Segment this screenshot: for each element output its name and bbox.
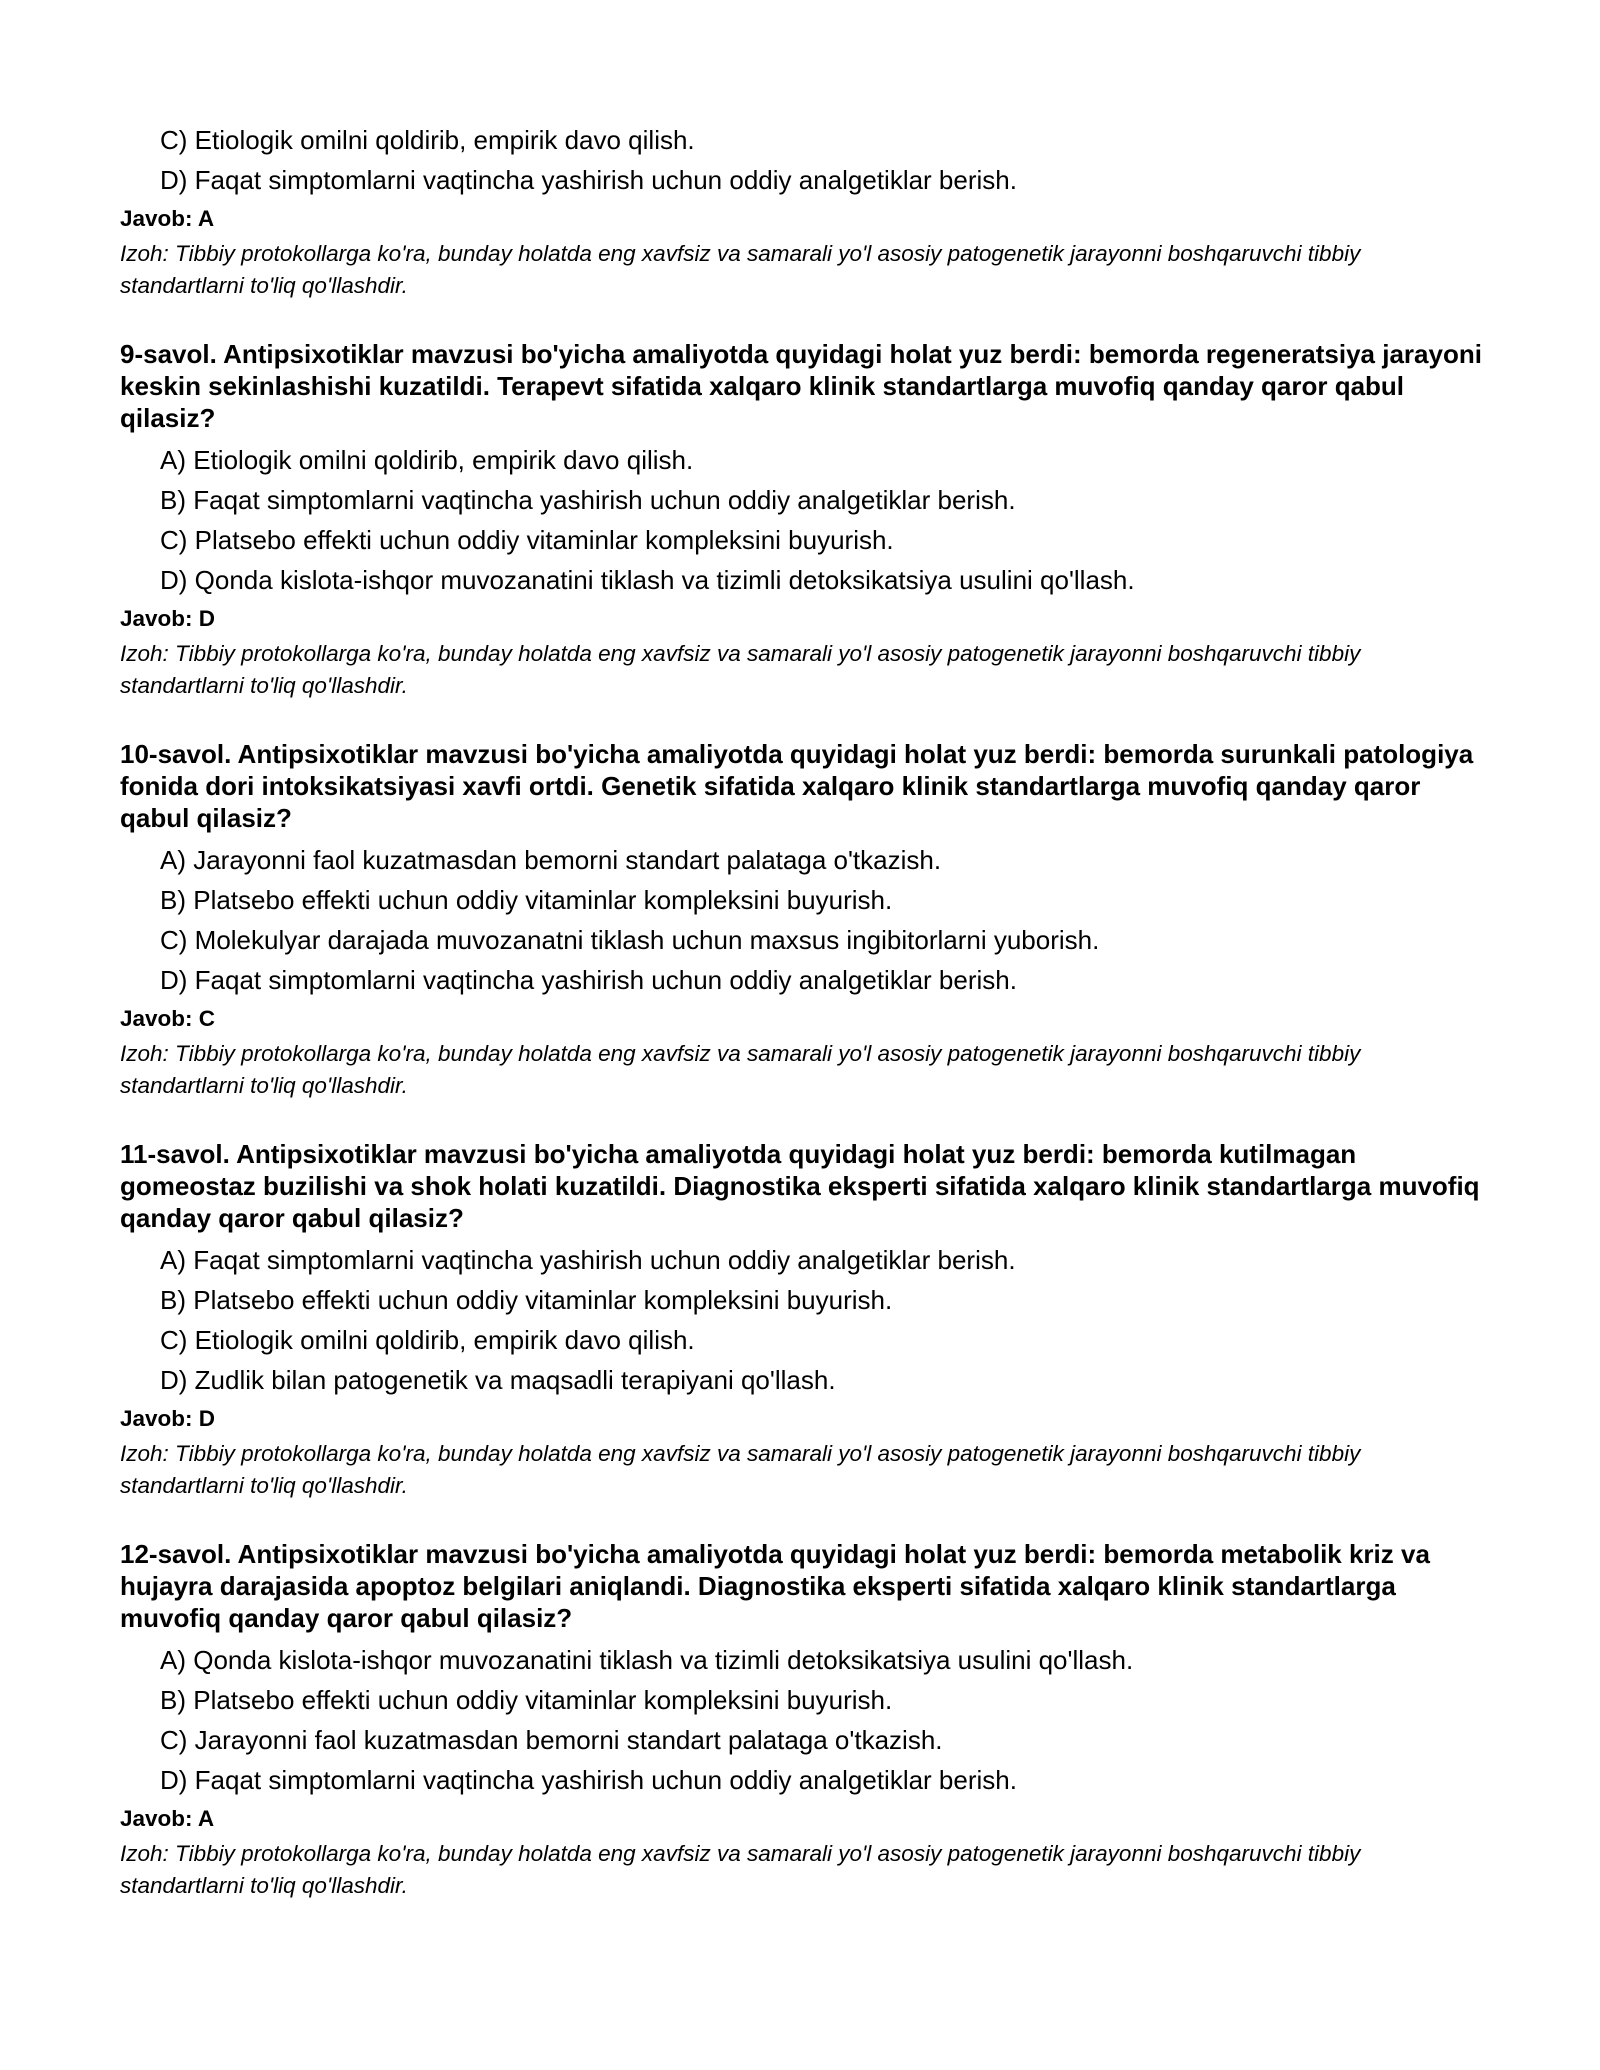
option-d: D) Qonda kislota-ishqor muvozanatini tiklash va tizimli detoksikatsiya usulini qo'llash. [160, 565, 1135, 595]
answer-label: Javob: C [120, 1006, 216, 1031]
answer-label: Javob: A [120, 1806, 215, 1831]
option-b: B) Platsebo effekti uchun oddiy vitaminlar kompleksini buyurish. [160, 1685, 893, 1715]
option-d: D) Faqat simptomlarni vaqtincha yashirish uchun oddiy analgetiklar berish. [160, 1765, 1017, 1795]
option-a: A) Faqat simptomlarni vaqtincha yashirish uchun oddiy analgetiklar berish. [160, 1245, 1016, 1275]
option-c: C) Etiologik omilni qoldirib, empirik davo qilish. [160, 125, 695, 155]
question-8-continuation [120, 120, 1490, 302]
option-b: B) Platsebo effekti uchun oddiy vitaminlar kompleksini buyurish. [160, 885, 893, 915]
answer-label: Javob: D [120, 606, 216, 631]
option-a: A) Etiologik omilni qoldirib, empirik davo qilish. [160, 445, 694, 475]
option-d: D) Zudlik bilan patogenetik va maqsadli terapiyani qo'llash. [160, 1365, 836, 1395]
question-12 [120, 1538, 1490, 1902]
question-title: 10-savol. Antipsixotiklar mavzusi bo'yicha amaliyotda quyidagi holat yuz berdi: bemorda surunkali patologiya fonida dori intoksikatsiyasi xavfi ortdi. Genetik sifatida xalqaro klinik standartlarga muvofiq qanday qaror qabul qilasiz? [120, 739, 1474, 833]
question-10 [120, 738, 1490, 1102]
answer-label: Javob: A [120, 206, 215, 231]
question-11 [120, 1138, 1490, 1502]
explanation-note: Izoh: Tibbiy protokollarga ko'ra, bunday holatda eng xavfsiz va samarali yo'l asosiy patogenetik jarayonni boshqaruvchi tibbiy standartlarni to'liq qo'llashdir. [120, 1441, 1361, 1498]
option-c: C) Jarayonni faol kuzatmasdan bemorni standart palataga o'tkazish. [160, 1725, 943, 1755]
explanation-note: Izoh: Tibbiy protokollarga ko'ra, bunday holatda eng xavfsiz va samarali yo'l asosiy patogenetik jarayonni boshqaruvchi tibbiy standartlarni to'liq qo'llashdir. [120, 1841, 1361, 1898]
option-b: B) Platsebo effekti uchun oddiy vitaminlar kompleksini buyurish. [160, 1285, 893, 1315]
question-title: 11-savol. Antipsixotiklar mavzusi bo'yicha amaliyotda quyidagi holat yuz berdi: bemorda kutilmagan gomeostaz buzilishi va shok holati kuzatildi. Diagnostika eksperti sifatida xalqaro klinik standartlarga muvofiq qanday qaror qabul qilasiz? [120, 1139, 1480, 1233]
option-list [120, 120, 1490, 200]
option-d: D) Faqat simptomlarni vaqtincha yashirish uchun oddiy analgetiklar berish. [160, 165, 1017, 195]
explanation-note: Izoh: Tibbiy protokollarga ko'ra, bunday holatda eng xavfsiz va samarali yo'l asosiy patogenetik jarayonni boshqaruvchi tibbiy standartlarni to'liq qo'llashdir. [120, 241, 1361, 298]
document-page [120, 120, 1490, 1902]
question-9 [120, 338, 1490, 702]
option-a: A) Jarayonni faol kuzatmasdan bemorni standart palataga o'tkazish. [160, 845, 942, 875]
answer-label: Javob: D [120, 1406, 216, 1431]
explanation-note: Izoh: Tibbiy protokollarga ko'ra, bunday holatda eng xavfsiz va samarali yo'l asosiy patogenetik jarayonni boshqaruvchi tibbiy standartlarni to'liq qo'llashdir. [120, 1041, 1361, 1098]
option-a: A) Qonda kislota-ishqor muvozanatini tiklash va tizimli detoksikatsiya usulini qo'llash. [160, 1645, 1134, 1675]
question-title: 9-savol. Antipsixotiklar mavzusi bo'yicha amaliyotda quyidagi holat yuz berdi: bemorda regeneratsiya jarayoni keskin sekinlashishi kuzatildi. Terapevt sifatida xalqaro klinik standartlarga muvofiq qanday qaror qabul qilasiz? [120, 339, 1482, 433]
option-b: B) Faqat simptomlarni vaqtincha yashirish uchun oddiy analgetiklar berish. [160, 485, 1016, 515]
option-c: C) Platsebo effekti uchun oddiy vitaminlar kompleksini buyurish. [160, 525, 894, 555]
option-c: C) Etiologik omilni qoldirib, empirik davo qilish. [160, 1325, 695, 1355]
explanation-note: Izoh: Tibbiy protokollarga ko'ra, bunday holatda eng xavfsiz va samarali yo'l asosiy patogenetik jarayonni boshqaruvchi tibbiy standartlarni to'liq qo'llashdir. [120, 641, 1361, 698]
option-d: D) Faqat simptomlarni vaqtincha yashirish uchun oddiy analgetiklar berish. [160, 965, 1017, 995]
option-c: C) Molekulyar darajada muvozanatni tiklash uchun maxsus ingibitorlarni yuborish. [160, 925, 1100, 955]
question-title: 12-savol. Antipsixotiklar mavzusi bo'yicha amaliyotda quyidagi holat yuz berdi: bemorda metabolik kriz va hujayra darajasida apoptoz belgilari aniqlandi. Diagnostika eksperti sifatida xalqaro klinik standartlarga muvofiq qanday qaror qabul qilasiz? [120, 1539, 1430, 1633]
